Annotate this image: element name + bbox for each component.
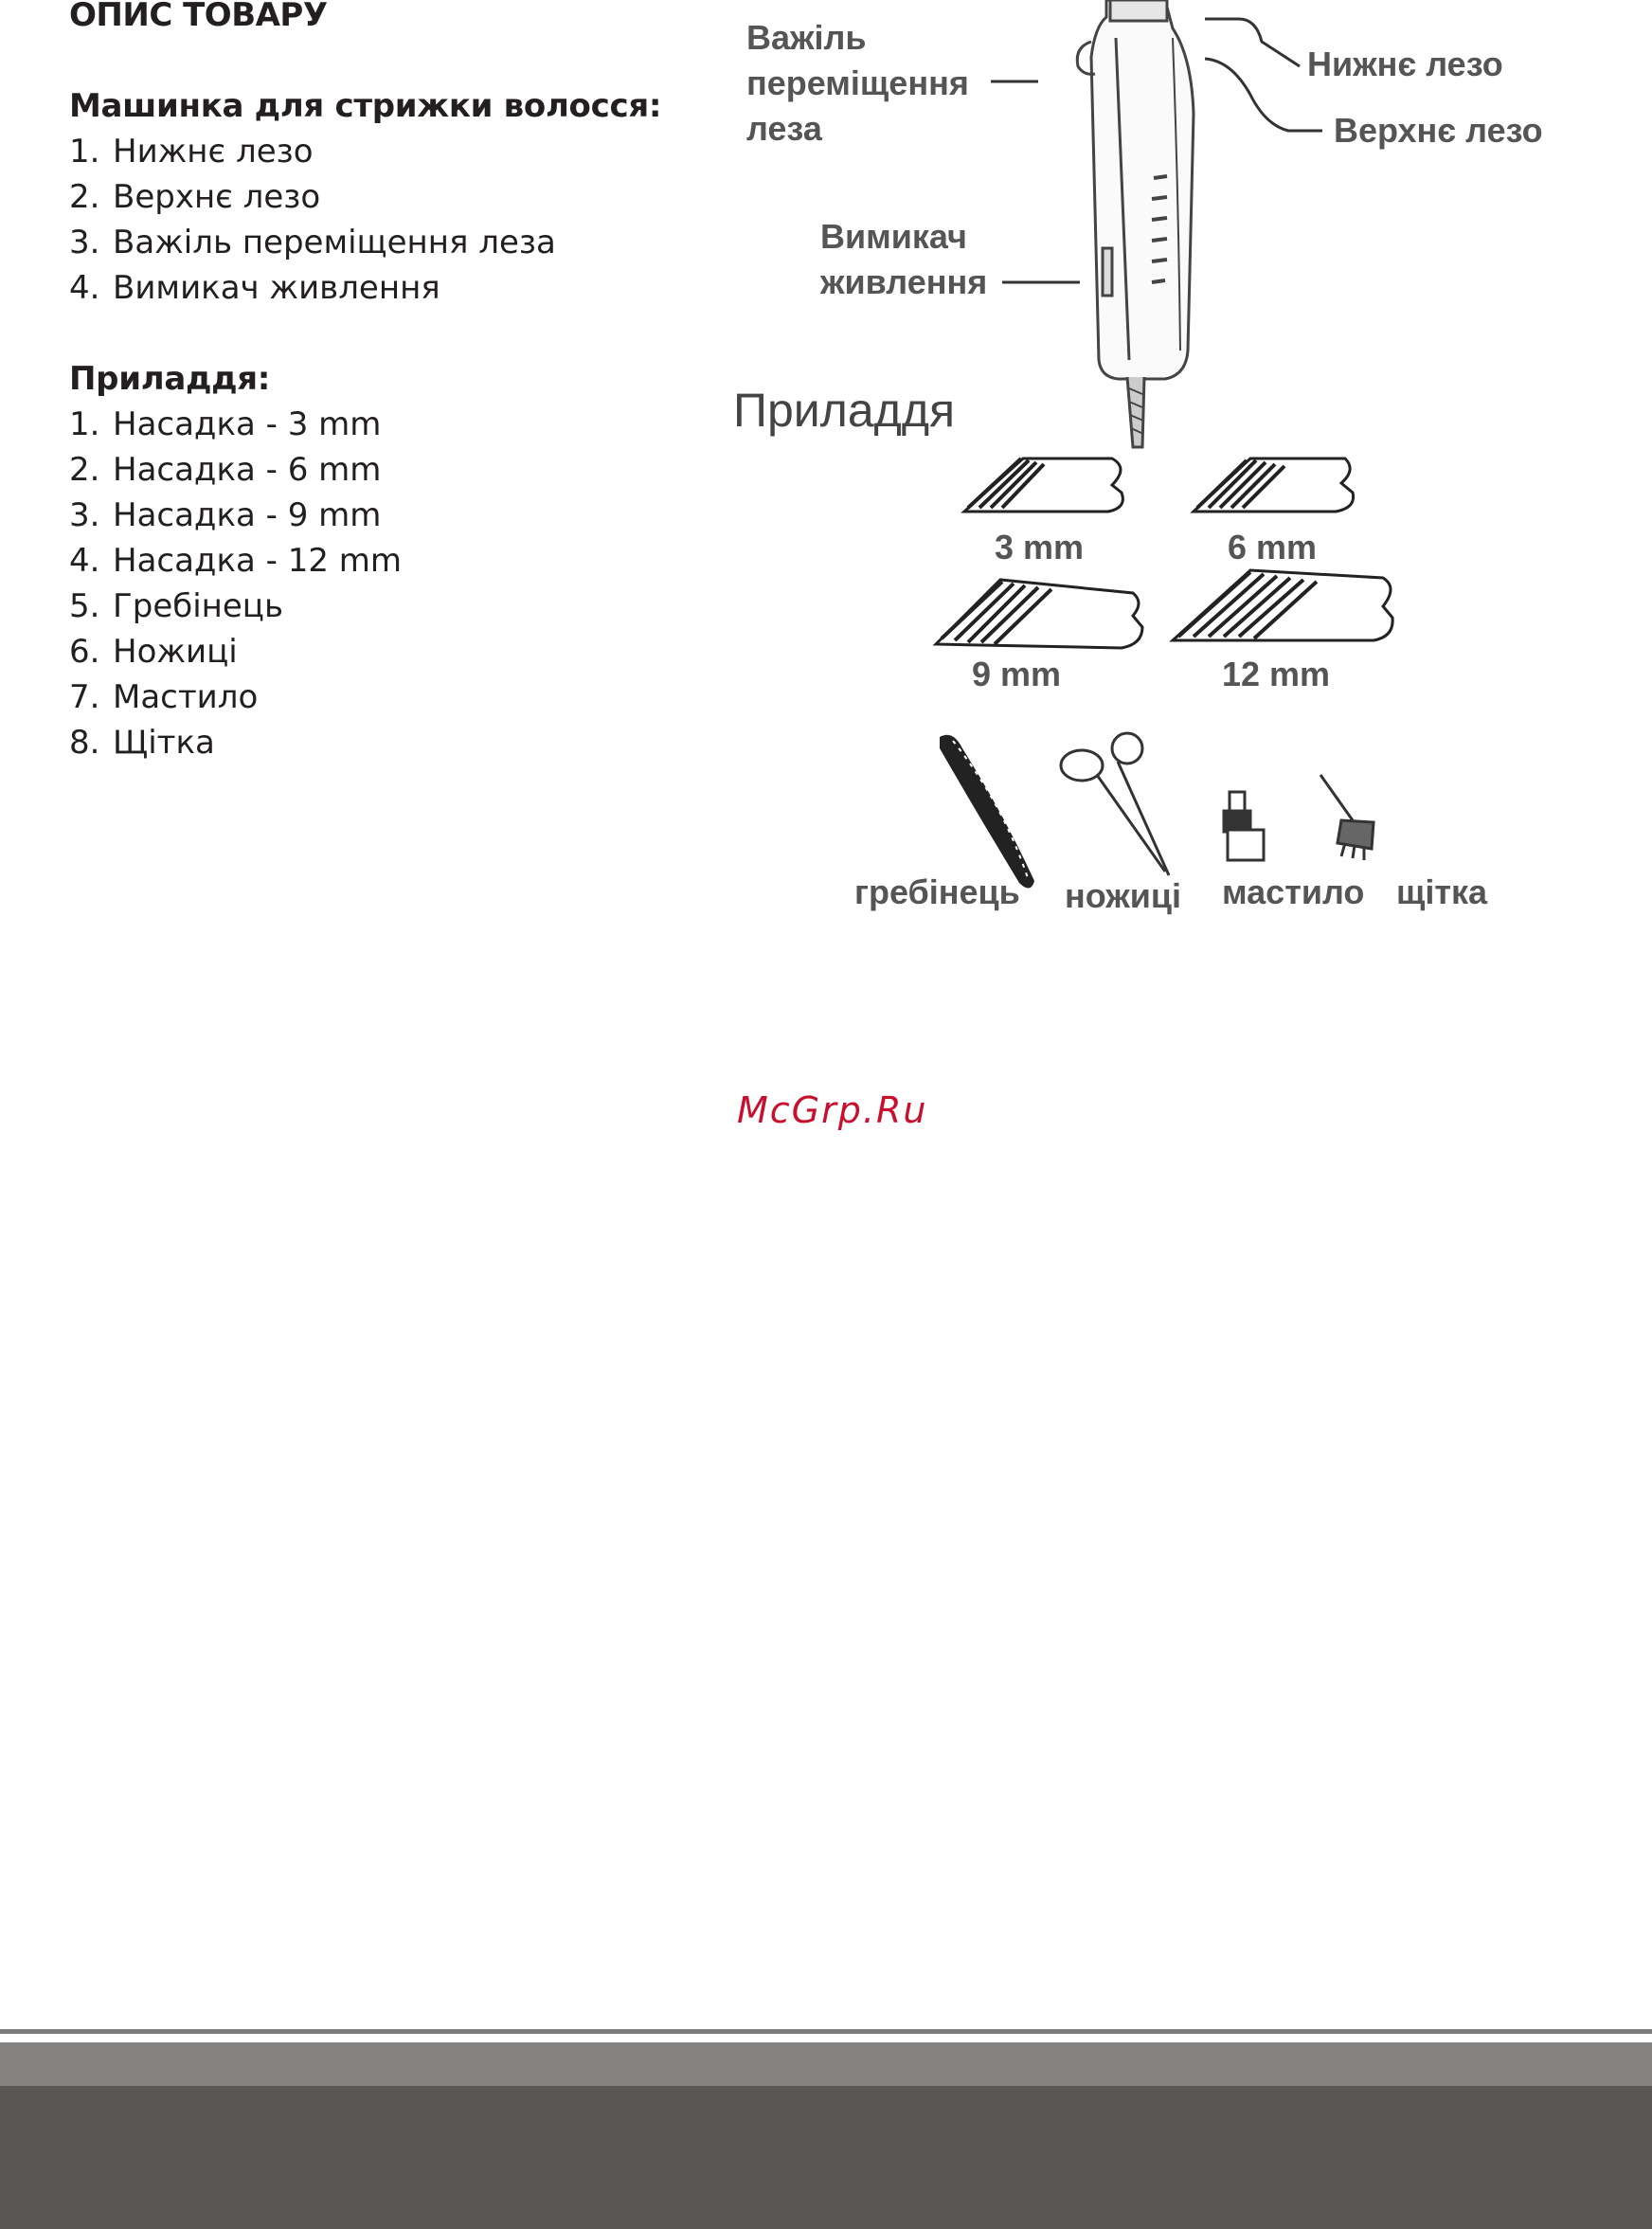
oil-bottle-icon — [1224, 792, 1264, 860]
clipper-parts-list — [69, 129, 661, 311]
clipper-heading: Машинка для стрижки волосся: — [69, 87, 662, 125]
accessories-block — [69, 356, 402, 765]
list-item: 5. Гребінець — [69, 587, 283, 625]
comb-6mm-label: 6 mm — [1228, 528, 1318, 566]
accessories-list — [69, 402, 402, 765]
footer-band-light — [0, 2042, 1652, 2086]
footer-divider — [0, 2029, 1652, 2034]
brush-label: щітка — [1396, 872, 1488, 911]
list-item: 1. Нижнє лезо — [69, 133, 314, 171]
clipper-parts-block — [69, 83, 661, 311]
comb-label: гребінець — [854, 872, 1020, 911]
hair-clipper-icon — [1077, 0, 1194, 447]
list-item: 6. Ножиці — [69, 633, 238, 671]
list-item: 2. Верхнє лезо — [69, 178, 321, 216]
scissors-icon — [1061, 733, 1169, 875]
list-item: 3. Насадка - 9 mm — [69, 496, 382, 534]
list-item: 1. Насадка - 3 mm — [69, 405, 382, 443]
accessories-heading: Приладдя: — [69, 360, 271, 398]
accessories-figure-title: Приладдя — [733, 384, 956, 437]
section-title: ОПИС ТОВАРУ — [69, 0, 328, 34]
list-item: 3. Важіль переміщення леза — [69, 224, 556, 261]
footer-band-dark — [0, 2086, 1652, 2229]
oil-label: мастило — [1222, 872, 1365, 911]
lower-blade-label: Нижнє лезо — [1307, 45, 1503, 83]
list-item: 4. Вимикач живлення — [69, 269, 440, 307]
comb-9mm-label: 9 mm — [972, 655, 1062, 693]
comb-icon — [940, 735, 1034, 889]
upper-blade-label: Верхнє лезо — [1334, 111, 1543, 150]
list-item: 2. Насадка - 6 mm — [69, 451, 382, 489]
brush-icon — [1320, 775, 1374, 860]
lever-label: Важіль переміщення леза — [746, 18, 969, 148]
list-item: 4. Насадка - 12 mm — [69, 542, 403, 580]
list-item: 8. Щітка — [69, 724, 215, 762]
power-switch-label: Вимикач живлення — [820, 217, 988, 301]
comb-12mm-label: 12 mm — [1222, 655, 1331, 693]
comb-3mm-label: 3 mm — [995, 528, 1085, 566]
product-illustration — [720, 0, 1572, 928]
list-item: 7. Мастило — [69, 678, 259, 716]
watermark: McGrp.Ru — [737, 1089, 928, 1131]
scissors-label: ножиці — [1065, 876, 1182, 915]
